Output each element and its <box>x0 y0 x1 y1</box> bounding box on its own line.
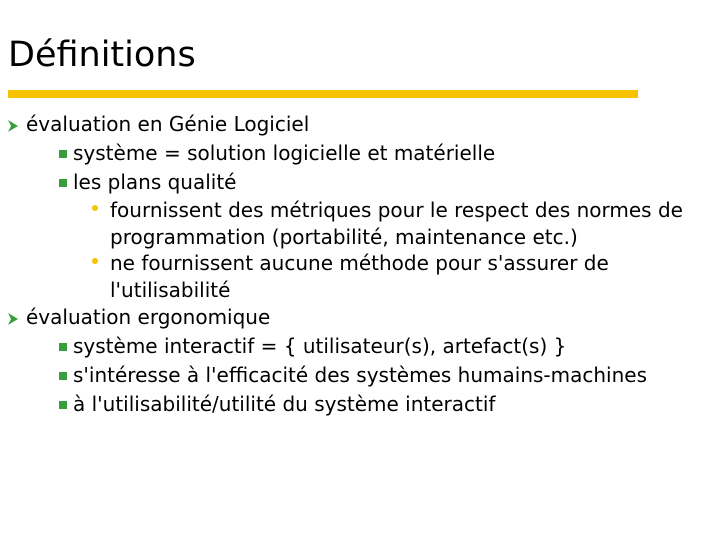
bullet-text: les plans qualité <box>73 170 237 194</box>
slide-content <box>0 110 720 419</box>
square-bullet-icon <box>59 179 67 187</box>
bullet-item-level2 <box>0 361 720 390</box>
bullet-text: s'intéresse à l'efficacité des systèmes humains-machines <box>73 363 647 387</box>
bullet-text: à l'utilisabilité/utilité du système interactif <box>73 392 496 416</box>
bullet-text: évaluation ergonomique <box>26 305 271 329</box>
bullet-item-level1 <box>0 110 720 139</box>
dot-bullet-icon <box>92 258 98 264</box>
bullet-text: évaluation en Génie Logiciel <box>26 112 310 136</box>
bullet-text: fournissent des métriques pour le respect des normes de programmation (portabilité, maintenance etc.) <box>110 198 683 249</box>
dot-bullet-icon <box>92 205 98 211</box>
bullet-item-level3 <box>0 197 720 250</box>
bullet-item-level2 <box>0 139 720 168</box>
bullet-item-level3 <box>0 250 720 303</box>
square-bullet-icon <box>59 150 67 158</box>
bullet-text: système interactif = { utilisateur(s), artefact(s) } <box>73 334 567 358</box>
square-bullet-icon <box>59 401 67 409</box>
bullet-item-level2 <box>0 390 720 419</box>
bullet-item-level2 <box>0 332 720 361</box>
slide-title: Définitions <box>8 35 196 75</box>
bullet-text: système = solution logicielle et matérielle <box>73 141 496 165</box>
title-underline-bar <box>8 90 638 98</box>
arrow-bullet-icon <box>6 110 20 133</box>
arrow-bullet-icon <box>6 303 20 326</box>
square-bullet-icon <box>59 372 67 380</box>
square-bullet-icon <box>59 343 67 351</box>
bullet-text: ne fournissent aucune méthode pour s'assurer de l'utilisabilité <box>110 251 609 302</box>
bullet-item-level1 <box>0 303 720 332</box>
bullet-item-level2 <box>0 168 720 197</box>
